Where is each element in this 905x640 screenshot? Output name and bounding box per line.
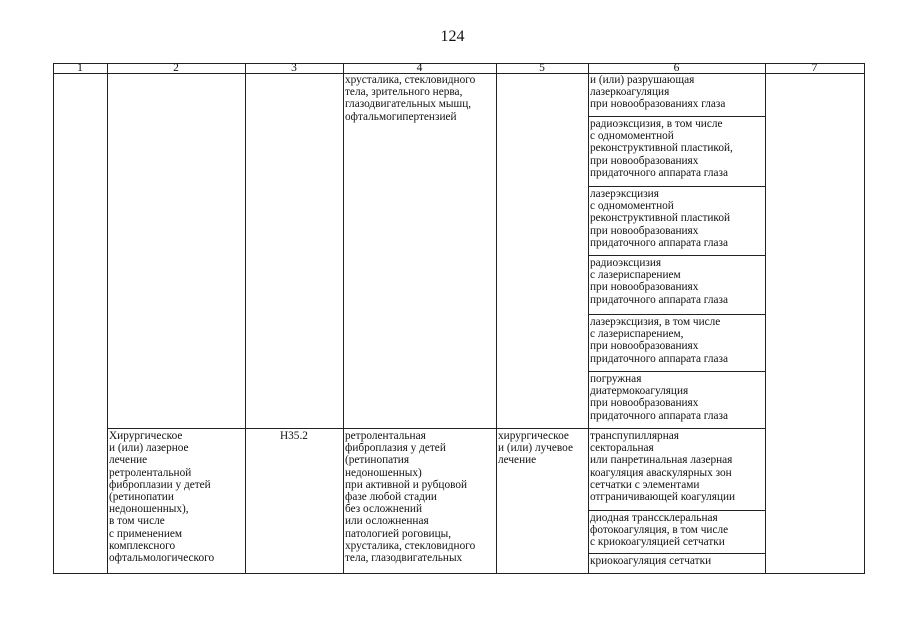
- col6-subrow-separator: [588, 371, 766, 372]
- col-divider-6: [765, 63, 766, 574]
- col-divider-5: [588, 63, 589, 574]
- cell-method: радиоэксцизия, в том числе с одномоментной реконструктивной пластикой, при новообразованиях придаточного аппарата глаза: [590, 118, 733, 179]
- col6-subrow-separator: [588, 255, 766, 256]
- cell-method: диодная транссклеральная фотокоагуляция, в том числе с криокоагуляцией сетчатки: [590, 512, 729, 549]
- cell-care-type: Хирургическое и (или) лазерное лечение ретролентальной фиброплазии у детей (ретинопатии недоношенных), в том числе с применением комплексного офтальмологического: [109, 430, 215, 565]
- col6-subrow-separator: [588, 314, 766, 315]
- col-divider-2: [245, 63, 246, 574]
- cell-diagnosis-continued: хрусталика, стекловидного тела, зрительного нерва, глазодвигательных мышц, офтальмогипертензией: [345, 74, 476, 123]
- page-number: 124: [440, 28, 465, 45]
- cell-diagnosis: ретролентальная фиброплазия у детей (ретинопатия недоношенных) при активной и рубцовой фазе любой стадии без осложнений или осложненная патологией роговицы, хрусталика, стекловидного тела, глазодвигательных: [345, 430, 476, 565]
- cell-treatment-type: хирургическое и (или) лучевое лечение: [498, 430, 573, 467]
- cell-method: транспупиллярная секторальная или панретинальная лазерная коагуляция аваскулярных зон сетчатки с элементами отграничивающей коагуляции: [590, 430, 736, 504]
- column-header: 1: [77, 62, 83, 74]
- column-header: 2: [173, 62, 179, 74]
- column-header: 4: [416, 62, 423, 74]
- cell-method: и (или) разрушающая лазеркоагуляция при новообразованиях глаза: [590, 74, 726, 111]
- table-bottom-border: [53, 573, 865, 574]
- table-right-border: [864, 63, 865, 574]
- cell-method: погружная диатермокоагуляция при новообразованиях придаточного аппарата глаза: [590, 373, 728, 422]
- cell-method: криокоагуляция сетчатки: [590, 555, 712, 567]
- table-left-border: [53, 63, 54, 574]
- column-header: 6: [673, 62, 680, 74]
- col6-subrow-separator: [588, 510, 766, 511]
- col6-subrow-separator: [588, 186, 766, 187]
- cell-method: лазерэксцизия с одномоментной реконструктивной пластикой при новообразованиях придаточного аппарата глаза: [590, 188, 731, 249]
- column-header: 5: [539, 62, 545, 74]
- cell-method: радиоэксцизия с лазериспарением при новообразованиях придаточного аппарата глаза: [590, 257, 728, 306]
- row-separator: [107, 428, 766, 429]
- col-divider-1: [107, 63, 108, 574]
- col-divider-3: [343, 63, 344, 574]
- cell-icd-code: H35.2: [280, 430, 308, 442]
- cell-method: лазерэксцизия, в том числе с лазериспарением, при новообразованиях придаточного аппарата глаза: [590, 316, 728, 365]
- col6-subrow-separator: [588, 553, 766, 554]
- col-divider-4: [496, 63, 497, 574]
- col6-subrow-separator: [588, 116, 766, 117]
- column-header: 7: [811, 62, 818, 74]
- column-header: 3: [291, 62, 297, 74]
